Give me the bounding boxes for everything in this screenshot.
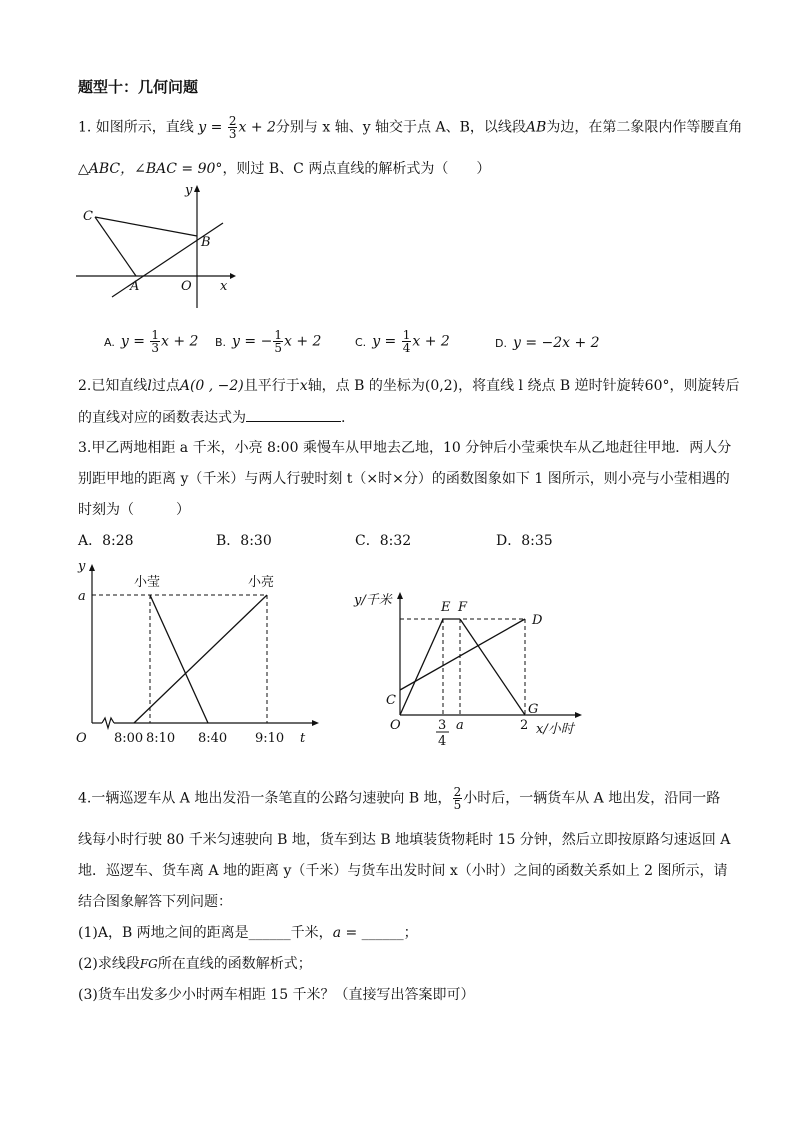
q2-angle: 60° (644, 378, 670, 394)
q4-part1-mid: = ______； (341, 925, 418, 941)
q1-option-b[interactable] (215, 329, 321, 354)
q2-line2 (78, 407, 345, 427)
q3-option-b[interactable]: B．8:30 (216, 533, 272, 549)
q3-option-d[interactable]: D．8:35 (496, 533, 553, 549)
q1-option-b-num: 1 (274, 328, 282, 342)
q4-part2 (78, 953, 312, 973)
q4-line1-pre: 4.一辆巡逻车从 A 地出发沿一条笔直的公路匀速驶向 B 地， (78, 790, 452, 807)
q1-option-b-den: 5 (274, 341, 282, 355)
q1-segment-ca (95, 217, 136, 276)
q4-line4: 结合图象解答下列问题： (78, 894, 232, 910)
fig1-line-xiaoliang (134, 595, 267, 723)
q1-ab: AB (525, 119, 547, 136)
q2-text-e: ，将直线 l 绕点 B 逆时针旋转 (458, 378, 645, 394)
q1-option-d[interactable] (495, 335, 600, 351)
fig2-label-2: 2 (520, 718, 529, 733)
q3-figure-1 (70, 558, 330, 753)
q3-option-c[interactable]: C．8:32 (355, 533, 412, 549)
fig2-label-e: E (441, 600, 451, 615)
q1-label-c: C (83, 209, 93, 224)
q4-line1-post: 小时后，一辆货车从 A 地出发，沿同一路 (463, 790, 721, 807)
q2-line1 (78, 375, 740, 395)
fig1-label-o: O (76, 731, 87, 746)
q1-option-b-frac (273, 329, 283, 354)
fig1-label-xiaoying: 小莹 (134, 575, 161, 590)
q4-part3: (3)货车出发多少小时两车相距 15 千米？（直接写出答案即可） (78, 987, 475, 1003)
q2-point-a: A(0 , −2) (179, 378, 244, 394)
fig2-frac-den: 4 (438, 734, 447, 749)
fig2-label-f: F (458, 600, 468, 615)
q1-option-a-den: 3 (151, 341, 160, 355)
fig2-label-y: y/千米 (354, 593, 392, 608)
fig2-x-arrow (575, 712, 582, 718)
fig1-label-t: t (300, 731, 306, 746)
fig1-tick-800: 8:00 (114, 731, 144, 746)
q1-label-y: y (185, 183, 193, 198)
q1-label-x: x (220, 279, 228, 294)
q3-line1: 3.甲乙两地相距 a 千米，小亮 8:00 乘慢车从甲地去乙地，10 分钟后小莹乘快车从乙地赶往甲地．两人分 (78, 440, 732, 456)
q2-l: l (147, 378, 152, 394)
q1-option-b-letter: B. (215, 335, 227, 349)
q1-option-c-frac (402, 329, 412, 354)
q4-part2-pre: (2)求线段 (78, 956, 140, 972)
q2-line2-text: 的直线对应的函数表达式为 (78, 410, 246, 426)
fig1-label-y: y (78, 559, 86, 574)
q1-option-a-pre: y = (120, 333, 150, 350)
q1-triangle: △ABC (78, 161, 121, 177)
q1-line2 (78, 158, 490, 178)
q4-line1 (78, 786, 720, 811)
q1-line1-post: 分别与 x 轴、y 轴交于点 A、B，以线段 (275, 119, 526, 136)
fig1-t-arrow (312, 720, 319, 726)
q1-option-c-den: 4 (402, 341, 411, 355)
fig2-frac-num: 3 (438, 718, 447, 733)
fig1-label-a: a (78, 589, 86, 604)
fig1-tick-810: 8:10 (146, 731, 176, 746)
q1-option-a[interactable] (104, 329, 198, 354)
q2-text-d: 轴，点 B 的坐标为 (307, 378, 425, 394)
q1-option-a-post: x + 2 (161, 333, 199, 350)
q1-option-c[interactable] (355, 329, 450, 354)
q2-text-f: ，则旋转后 (669, 378, 740, 394)
q1-label-b: B (201, 235, 211, 250)
q4-fraction (453, 786, 463, 811)
q1-angle: ，∠BAC = 90° (120, 161, 223, 177)
q4-part1-pre: (1)A，B 两地之间的距离是______千米， (78, 925, 333, 941)
q1-option-c-letter: C. (355, 335, 367, 349)
fig1-line-xiaoying (150, 595, 208, 723)
q4-part1-a: a (332, 925, 342, 941)
q1-label-a: A (130, 279, 140, 294)
q1-option-b-post: x + 2 (283, 333, 322, 350)
q1-eq-num: 2 (228, 114, 237, 128)
q2-point-b: (0,2) (424, 378, 459, 394)
fig1-axis-break (102, 718, 114, 728)
q1-eq-den: 3 (228, 127, 237, 141)
fig2-label-g: G (528, 702, 539, 717)
fig2-segment-fg (460, 619, 525, 715)
q1-eq-eq: = (206, 119, 227, 136)
q2-text-c: 且平行于 (243, 378, 300, 394)
fig1-tick-910: 9:10 (255, 731, 285, 746)
fig1-y-arrow (89, 564, 95, 571)
q1-option-c-pre: y = (372, 333, 401, 350)
q3-line3: 时刻为（ ） (78, 502, 190, 518)
q1-line1-tail: 为边，在第二象限内作等腰直角 (546, 119, 743, 136)
fig2-label-x: x/小时 (536, 722, 574, 737)
q2-x: x (299, 378, 308, 394)
q1-option-c-post: x + 2 (412, 333, 450, 350)
fig2-segment-oe (400, 619, 443, 715)
q4-part2-post: 所在直线的函数解析式； (157, 956, 312, 972)
fig2-label-d: D (532, 613, 543, 628)
q4-part2-fg: FG (139, 957, 158, 971)
q1-label-o: O (181, 279, 192, 294)
q1-segment-cb (95, 217, 197, 236)
q1-y-arrow (194, 185, 200, 192)
q2-answer-blank[interactable] (246, 407, 341, 422)
q1-eq-y: y (198, 119, 207, 136)
q1-line1-pre: 1. 如图所示，直线 (78, 119, 199, 136)
fig2-label-o: O (390, 718, 401, 733)
q1-option-d-letter: D. (495, 337, 507, 350)
q4-frac-den: 5 (453, 798, 462, 812)
fig1-tick-840: 8:40 (198, 731, 228, 746)
q1-eq-fraction (228, 115, 238, 140)
q2-text-b: 过点 (151, 378, 180, 394)
q1-option-a-letter: A. (104, 335, 115, 349)
q1-option-a-frac (150, 329, 160, 354)
q1-eq-rest: x + 2 (238, 119, 276, 136)
q1-figure (70, 180, 240, 315)
q4-line3: 地．巡逻车、货车离 A 地的距离 y（千米）与货车出发时间 x（小时）之间的函数关系如上 2 图所示，请 (78, 863, 728, 879)
fig2-y-arrow (397, 592, 403, 599)
fig1-label-xiaoliang: 小亮 (248, 575, 275, 590)
q4-line2: 线每小时行驶 80 千米匀速驶向 B 地，货车到达 B 地填装货物耗时 15 分钟，然后立即按原路匀速返回 A (78, 832, 731, 848)
q1-option-b-pre: y = − (232, 333, 273, 350)
section-title: 题型十：几何问题 (78, 78, 199, 96)
q1-x-arrow (230, 273, 236, 279)
fig2-label-c: C (386, 693, 396, 708)
q4-figure-2 (350, 585, 620, 750)
q1-line2-tail: ，则过 B、C 两点直线的解析式为（ ） (222, 161, 491, 177)
fig2-label-a: a (456, 718, 464, 733)
q1-line1 (78, 115, 742, 140)
q3-line2: 别距甲地的距离 y（千米）与两人行驶时刻 t（×时×分）的函数图象如下 1 图所示，则小亮与小莹相遇的 (78, 471, 730, 487)
q4-part1 (78, 922, 418, 942)
fig2-segment-cd (400, 619, 525, 690)
q3-option-a[interactable]: A．8:28 (78, 533, 134, 549)
q1-option-c-num: 1 (402, 328, 411, 342)
q2-line2-end: . (341, 410, 346, 426)
q1-option-a-num: 1 (151, 328, 160, 342)
q1-option-d-pre: y = −2x + 2 (512, 335, 600, 351)
q4-frac-num: 2 (453, 785, 462, 799)
q2-text-a: 2.已知直线 (78, 378, 148, 394)
